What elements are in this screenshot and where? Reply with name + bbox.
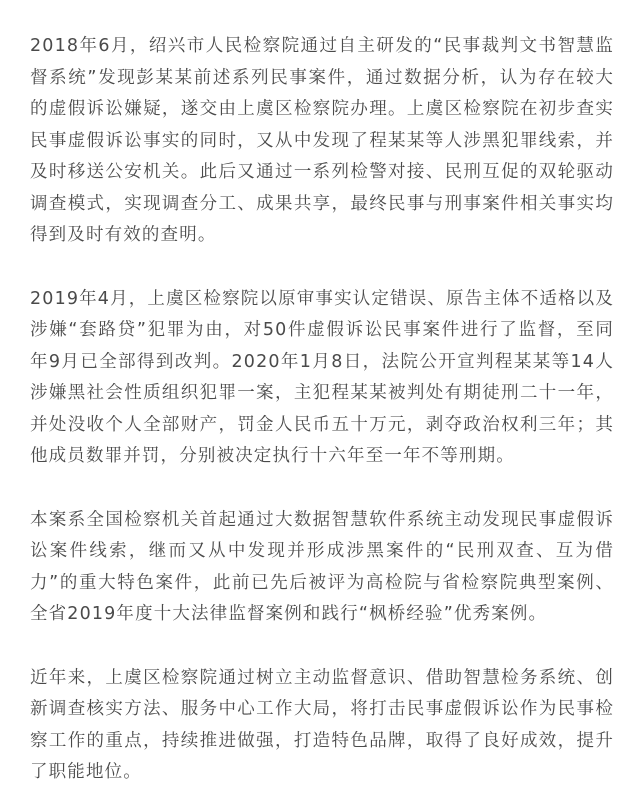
paragraph-case-discovery: 2018年6月，绍兴市人民检察院通过自主研发的“民事裁判文书智慧监督系统”发现彭某某前述系列民事案件，通过数据分析，认为存在较大的虚假诉讼嫌疑，遂交由上虞区检察院办理。上虞区检察院在初步查实民事虚假诉讼事实的同时，又从中发现了程某某等人涉黑犯罪线索，并及时移送公安机关。此后又通过一系列检警对接、民刑互促的双轮驱动调查模式，实现调查分工、成果共享，最终民事与刑事案件相关事实均得到及时有效的查明。 (30, 36, 614, 245)
article-body (30, 31, 614, 789)
paragraph-case-significance: 本案系全国检察机关首起通过大数据智慧软件系统主动发现民事虚假诉讼案件线索，继而又从中发现并形成涉黑案件的“民刑双查、互为借力”的重大特色案件，此前已先后被评为高检院与省检察院典型案例、全省2019年度十大法律监督案例和践行“枫桥经验”优秀案例。 (30, 509, 614, 624)
paragraph-supervision-verdict: 2019年4月，上虞区检察院以原审事实认定错误、原告主体不适格以及涉嫌“套路贷”犯罪为由，对50件虚假诉讼民事案件进行了监督，至同年9月已全部得到改判。2020年1月8日，法院公开宣判程某某等14人涉嫌黑社会性质组织犯罪一案，主犯程某某被判处有期徒刑二十一年，并处没收个人全部财产，罚金人民币五十万元，剥夺政治权利三年；其他成员数罪并罚，分别被决定执行十六年至一年不等刑期。 (30, 288, 614, 466)
paragraph-recent-work: 近年来，上虞区检察院通过树立主动监督意识、借助智慧检务系统、创新调查核实方法、服务中心工作大局，将打击民事虚假诉讼作为民事检察工作的重点，持续推进做强，打造特色品牌，取得了良好成效，提升了职能地位。 (30, 667, 614, 782)
